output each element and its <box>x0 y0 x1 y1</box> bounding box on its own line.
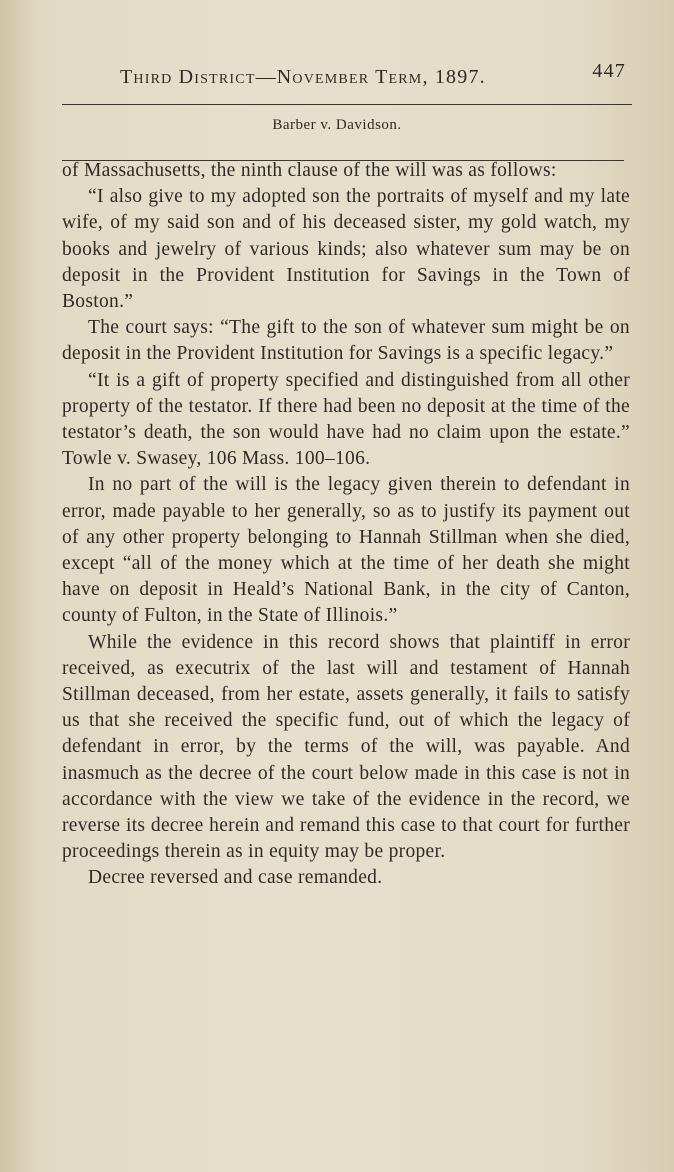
paragraph-specific-gift: “It is a gift of property specified and distinguished from all other property of the testator. If there had been no deposit at the time of the testator’s death, the son would have had no claim upon the estate.” Towle v. Swasey, 106 Mass. 100–106. <box>62 369 630 470</box>
running-title: Third District—November Term, 1897. <box>120 66 486 88</box>
page-number: 447 <box>592 60 626 82</box>
paragraph-court-says: The court says: “The gift to the son of whatever sum might be on deposit in the Provident Institution for Savings is a specific legacy.” <box>62 317 630 365</box>
paragraph-will-quote: “I also give to my adopted son the portraits of myself and my late wife, of my said son and of his deceased sister, my gold watch, my books and jewelry of various kinds; also whatever sum may be on deposit in the Provident Institution for Savings in the Town of Boston.” <box>62 186 630 313</box>
paragraph-continuation: of Massachusetts, the ninth clause of the will was as follows: <box>62 160 557 181</box>
paragraph-evidence: While the evidence in this record shows that plaintiff in error received, as executrix of the last will and testament of Hannah Stillman deceased, from her estate, assets generally, it fails to satisfy us that she received the specific fund, out of which the legacy of defendant in error, by the terms of the will, was payable. And inasmuch as the decree of the court below made in this case is not in accordance with the view we take of the evidence in the record, we reverse its decree herein and remand this case to that court for further proceedings therein as in equity may be proper. <box>62 631 630 863</box>
paragraph-no-part: In no part of the will is the legacy given therein to defendant in error, made payable to her generally, so as to justify its payment out of any other property belonging to Hannah Stillman when she died, except “all of the money which at the time of her death she might have on deposit in Heald’s National Bank, in the city of Canton, county of Fulton, in the State of Illinois.” <box>62 474 630 627</box>
case-title: Barber v. Davidson. <box>272 117 402 133</box>
paragraph-decree: Decree reversed and case remanded. <box>88 867 383 889</box>
body-text <box>62 158 630 892</box>
header-rule-top <box>62 104 632 105</box>
running-head <box>120 60 626 94</box>
